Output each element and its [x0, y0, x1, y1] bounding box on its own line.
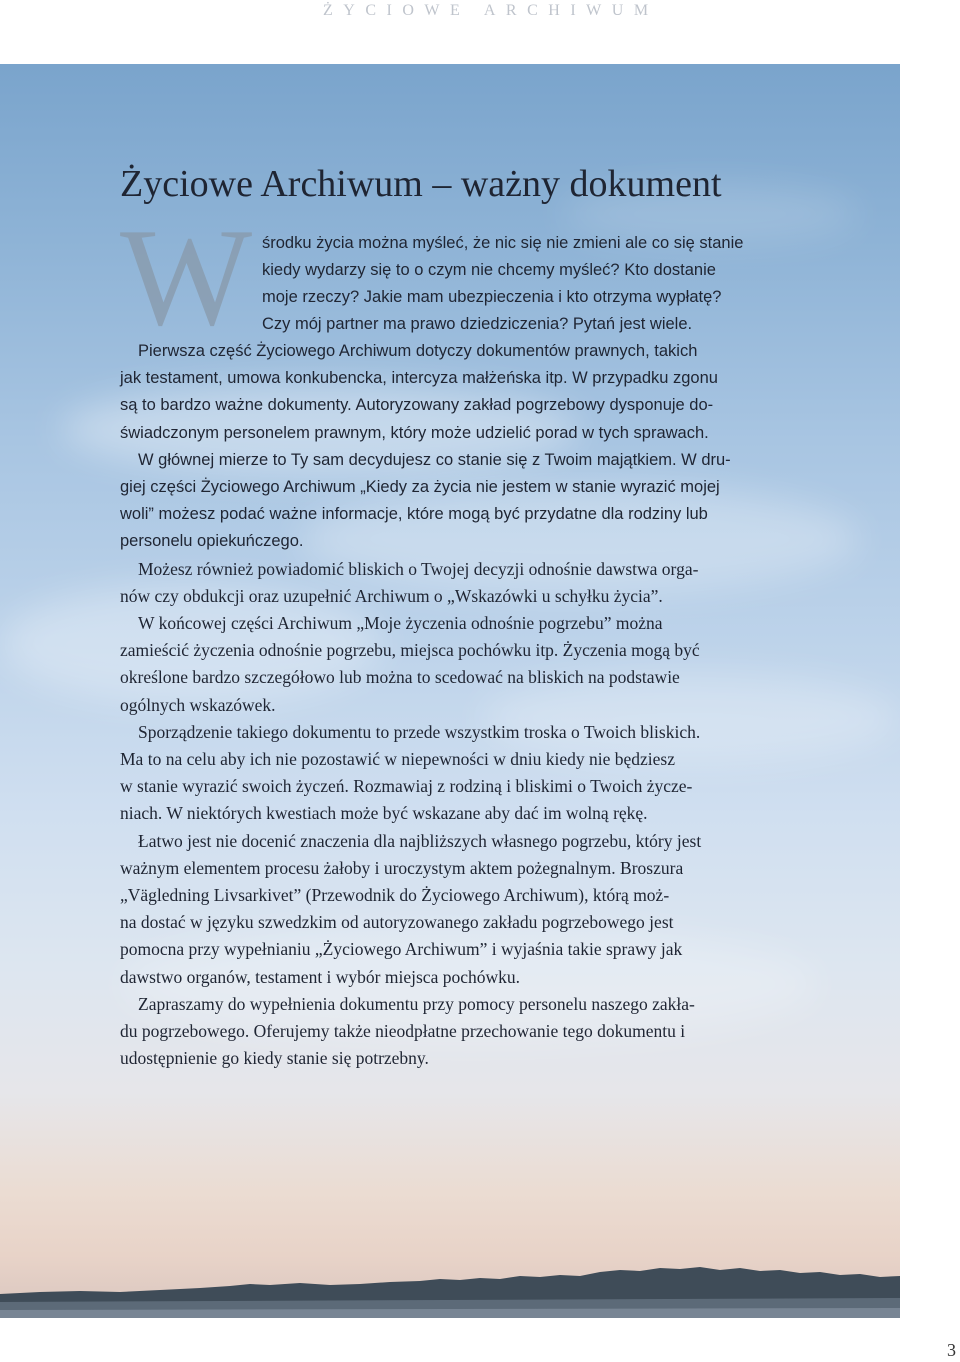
text-line: niach. W niektórych kwestiach może być wskazane aby dać im wolną rękę.	[120, 803, 648, 824]
text-line: określone bardzo szczegółowo lub można to scedować na bliskich na podstawie	[120, 667, 680, 688]
text-line: zamieścić życzenia odnośnie pogrzebu, miejsca pochówku itp. Życzenia mogą być	[120, 640, 700, 661]
text-line: świadczonym personelem prawnym, który może udzielić porad w tych sprawach.	[120, 423, 709, 442]
intro-line: środku życia można myśleć, że nic się nie zmieni ale co się stanie	[262, 234, 744, 252]
text-line	[120, 365, 810, 392]
article	[120, 160, 810, 1072]
text-line: Łatwo jest nie docenić znaczenia dla najbliższych własnego pogrzebu, który jest	[138, 830, 702, 851]
text-line: na dostać w języku szwedzkim od autoryzowanego zakładu pogrzebowego jest	[120, 912, 674, 933]
page-title: Życiowe Archiwum – ważny dokument	[120, 163, 722, 205]
text-line: W końcowej części Archiwum „Moje życzenia odnośnie pogrzebu” można	[138, 613, 663, 634]
text-line: du pogrzebowego. Oferujemy także nieodpłatne przechowanie tego dokumentu i	[120, 1021, 686, 1042]
text-line: ogólnych wskazówek.	[120, 694, 276, 715]
page-number-value: 3	[947, 1340, 956, 1360]
intro-line: kiedy wydarzy się to o czym nie chcemy myśleć? Kto dostanie	[262, 261, 716, 279]
text-segment: Autoryzowany zakład pogrzebowy dysponuje do-	[355, 396, 714, 415]
text-line: woli” możesz podać ważne informacje, które mogą być przydatne dla rodziny lub	[120, 505, 708, 524]
text-line: dawstwo organów, testament i wybór miejsca pochówku.	[120, 966, 520, 987]
page-number	[0, 1340, 960, 1361]
text-line: w stanie wyrazić swoich życzeń. Rozmawiaj z rodziną i bliskimi o Twoich życze-	[120, 776, 693, 797]
intro-line: moje rzeczy? Jakie mam ubezpieczenia i kto otrzyma wypłatę?	[262, 288, 722, 306]
text-segment: W przypadku zgonu	[572, 369, 718, 388]
text-line: Możesz również powiadomić bliskich o Twojej decyzji odnośnie dawstwa orga-	[138, 558, 699, 579]
dropcap-letter: W	[120, 200, 253, 355]
text-line: „Vägledning Livsarkivet” (Przewodnik do Życiowego Archiwum), którą moż-	[120, 885, 670, 906]
intro-lines	[262, 230, 743, 338]
text-line: udostępnienie go kiedy stanie się potrzebny.	[120, 1048, 429, 1069]
text-line: pomocna przy wypełnianiu „Życiowego Archiwum” i wyjaśnia takie sprawy jak	[120, 939, 683, 960]
body-text	[120, 338, 810, 1072]
intro-line: Czy mój partner ma prawo dziedziczenia? Pytań jest wiele.	[262, 315, 693, 333]
text-line: W głównej mierze to Ty sam decydujesz co stanie się z Twoim majątkiem. W dru-	[138, 450, 731, 469]
text-segment: są to bardzo ważne dokumenty.	[120, 396, 352, 415]
text-segment: jak testament, umowa konkubencka, intercyza małżeńska itp.	[120, 369, 568, 388]
text-line: Zapraszamy do wypełnienia dokumentu przy pomocy personelu naszego zakła-	[138, 993, 695, 1014]
text-line: Ma to na celu aby ich nie pozostawić w niepewności w dniu kiedy nie będziesz	[120, 749, 675, 770]
text-line: giej części Życiowego Archiwum „Kiedy za życia nie jestem w stanie wyrazić mojej	[120, 478, 720, 497]
text-line: ważnym elementem procesu żałoby i uroczystym aktem pożegnalnym. Broszura	[120, 857, 684, 878]
text-segment: Pierwsza część Życiowego Archiwum dotyczy dokumentów prawnych, takich	[138, 342, 698, 360]
text-line: personelu opiekuńczego.	[120, 532, 304, 551]
running-header: ŻYCIOWE ARCHIWUM	[323, 2, 659, 19]
text-line: nów czy obdukcji oraz uzupełnić Archiwum o „Wskazówki u schyłku życia”.	[120, 585, 663, 606]
text-line	[120, 392, 810, 419]
horizon-treeline	[0, 1258, 900, 1318]
text-line: Sporządzenie takiego dokumentu to przede wszystkim troska o Twoich bliskich.	[138, 721, 701, 742]
